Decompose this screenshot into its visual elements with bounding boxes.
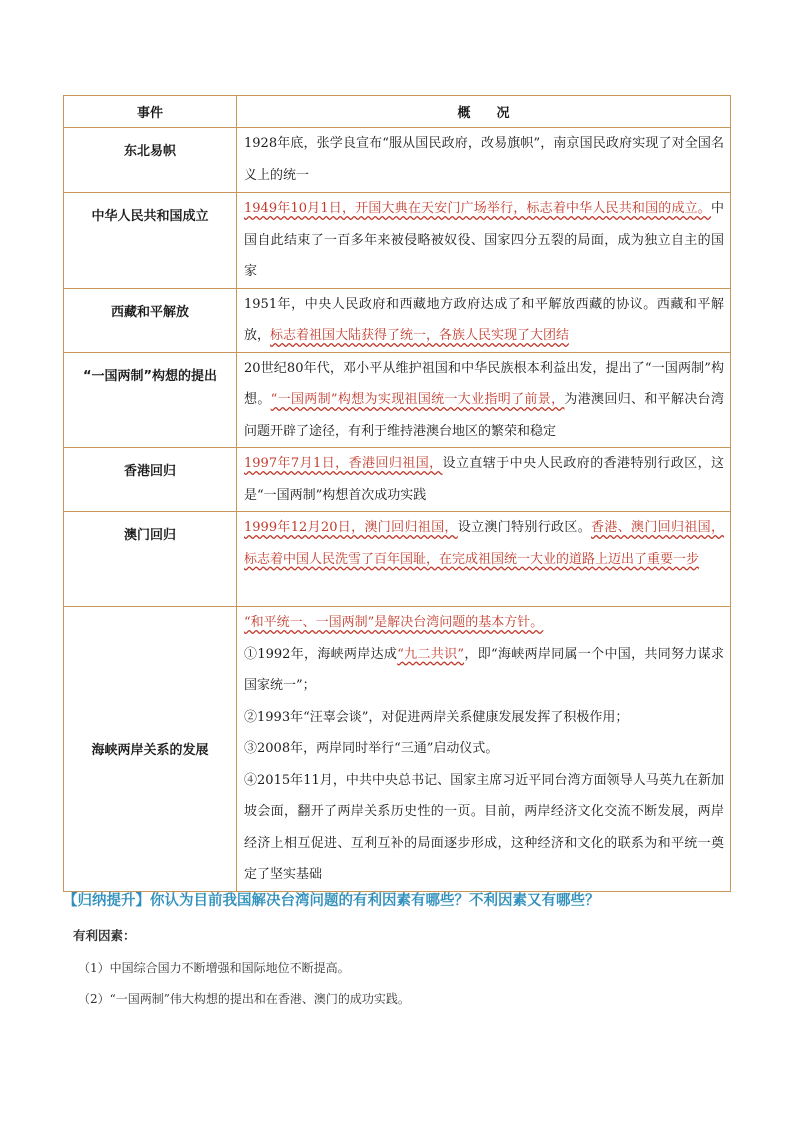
summary-text: ，即“海峡两岸同属一个中国，共同努力谋求国家统一”； [244,646,724,693]
summary-question: 你认为目前我国解决台湾问题的有利因素有哪些？不利因素又有哪些？ [150,893,600,909]
event-name: 东北易帜 [64,128,237,193]
event-summary [237,352,731,448]
table-row [64,512,731,607]
event-summary [237,607,731,892]
summary-text: 为港澳回归、和平解决台湾问题开辟了途径，有利于维持港澳台地区的繁荣和稳定 [244,392,724,439]
summary-text: 设立直辖于中央人民政府的香港特别行政区，这是“一国两制”构想首次成功实践 [244,456,724,503]
event-summary [237,193,731,289]
list-item: （1）中国综合国力不断增强和国际地位不断提高。 [78,961,350,975]
highlighted-text: “和平统一、一国两制”是解决台湾问题的基本方针。 [244,615,544,630]
event-name: 西藏和平解放 [64,288,237,352]
summary-text: 20世纪80年代，邓小平从维护祖国和中华民族根本利益出发，提出了“一国两制”构想。 [244,360,724,407]
event-name: 中华人民共和国成立 [64,193,237,289]
summary-text: 设立澳门特别行政区。 [457,520,592,535]
highlighted-text: 标志着祖国大陆获得了统一，各族人民实现了大团结 [270,328,570,343]
event-summary [237,288,731,352]
summary-tag: 【归纳提升】 [63,893,150,909]
highlighted-text: 香港、澳门回归祖国，标志着中国人民洗雪了百年国耻，在完成祖国统一大业的道路上迈出了重要一步 [244,520,724,567]
summary-text: 1951年，中央人民政府和西藏地方政府达成了和平解放西藏的协议。西藏和平解放， [244,296,724,343]
summary-text: 1928年底，张学良宣布“服从国民政府，改易旗帜”，南京国民政府实现了对全国名义上的统一 [244,136,724,183]
summary-paragraph [244,639,724,702]
event-name: 香港回归 [64,448,237,512]
summary-heading [63,889,743,910]
event-name: 澳门回归 [64,512,237,607]
summary-paragraph: ③2008年，两岸同时举行“三通”启动仪式。 [244,741,499,756]
table-row [64,193,731,289]
list-item: （2）“一国两制”伟大构想的提出和在香港、澳门的成功实践。 [78,992,410,1006]
event-summary [237,512,731,607]
table-row [64,352,731,448]
event-summary [237,128,731,193]
event-summary [237,448,731,512]
table-row [64,288,731,352]
highlighted-text: “一国两制”构想为实现祖国统一大业指明了前景， [270,392,565,407]
event-name: 海峡两岸关系的发展 [64,607,237,892]
summary-text: ①1992年，海峡两岸达成 [244,646,398,662]
summary-paragraph: ②1993年“汪辜会谈”，对促进两岸关系健康发展发挥了积极作用； [244,709,629,725]
highlighted-text: 1997年7月1日，香港回归祖国， [244,456,443,471]
table-header-row [64,96,731,128]
highlighted-text: 1949年10月1日，开国大典在天安门广场举行，标志着中华人民共和国的成立。 [244,201,711,216]
header-summary: 概 况 [237,96,731,128]
header-event: 事件 [64,96,237,128]
events-table [63,95,731,892]
summary-paragraph: ④2015年11月，中共中央总书记、国家主席习近平同台湾方面领导人马英九在新加坡会面，翻开了两岸关系历史性的一页。目前，两岸经济文化交流不断发展，两岸经济上相互促进、互利互补的局面逐步形成，这种经济和文化的联系为和平统一奠定了坚实基础 [244,772,724,882]
highlighted-text: 1999年12月20日，澳门回归祖国， [244,520,458,535]
table-row [64,448,731,512]
highlighted-text: “九二共识” [397,646,465,662]
event-name: “一国两制”构想的提出 [64,352,237,448]
table-body [64,128,731,892]
favorable-factors-label: 有利因素： [73,928,136,943]
table-row [64,128,731,193]
summary-text: 中国自此结束了一百多年来被侵略被奴役、国家四分五裂的局面，成为独立自主的国家 [244,201,724,279]
table-row [64,607,731,892]
